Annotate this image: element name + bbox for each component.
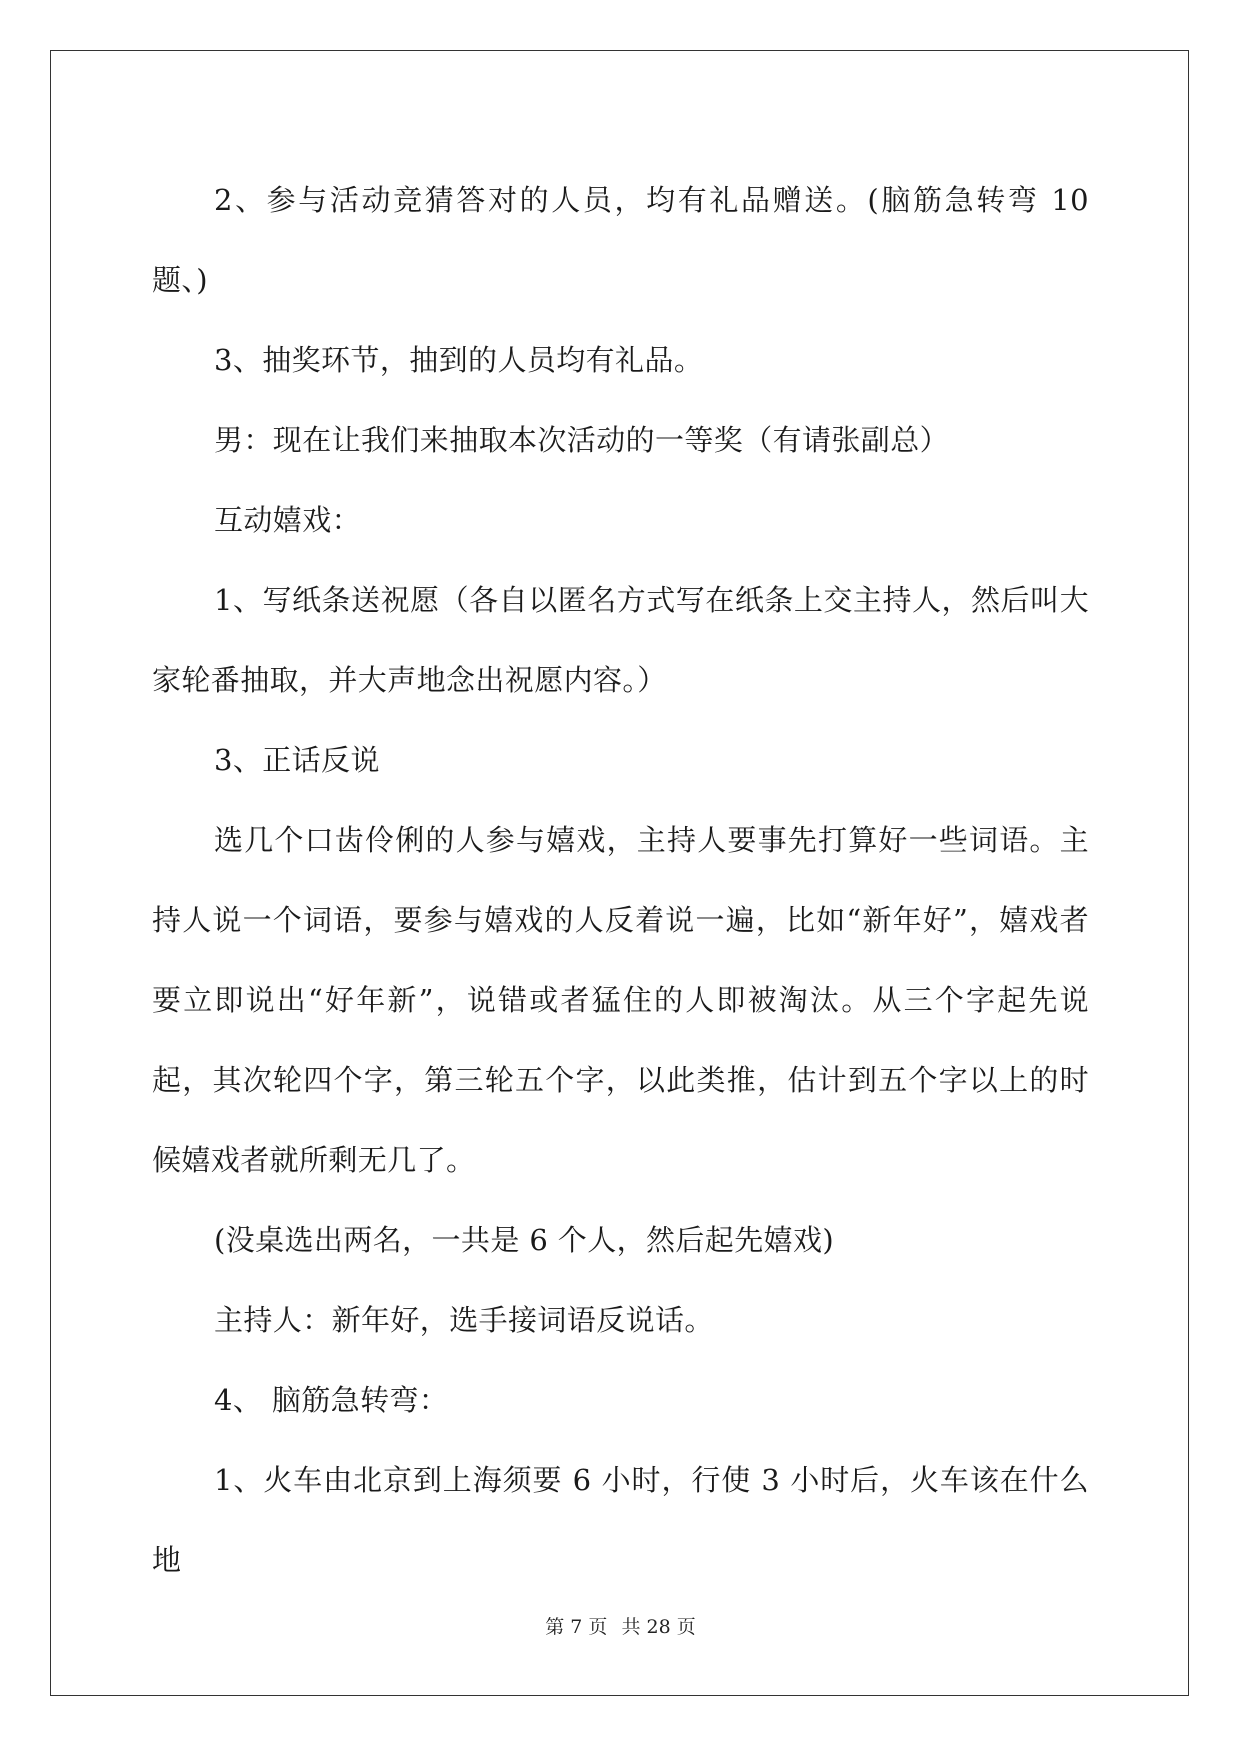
paragraph-5: 1、写纸条送祝愿（各自以匿名方式写在纸条上交主持人，然后叫大家轮番抽取，并大声地念出祝愿内容。）	[152, 583, 1089, 697]
paragraph-6: 3、正话反说	[214, 743, 380, 777]
page-number: 第 7 页	[545, 1616, 608, 1638]
paragraph-3: 男：现在让我们来抽取本次活动的一等奖（有请张副总）	[214, 423, 950, 457]
page-footer	[0, 1612, 1241, 1639]
paragraph-4: 互动嬉戏：	[214, 503, 362, 537]
paragraph-9: 主持人：新年好，选手接词语反说话。	[214, 1303, 714, 1337]
page-total: 共 28 页	[621, 1616, 696, 1638]
paragraph-7: 选几个口齿伶俐的人参与嬉戏，主持人要事先打算好一些词语。主持人说一个词语，要参与嬉戏的人反着说一遍，比如“新年好”，嬉戏者要立即说出“好年新”，说错或者猛住的人即被淘汰。从三个字起先说起，其次轮四个字，第三轮五个字，以此类推，估计到五个字以上的时候嬉戏者就所剩无几了。	[152, 823, 1089, 1177]
paragraph-2: 3、抽奖环节，抽到的人员均有礼品。	[214, 343, 704, 377]
paragraph-8: (没桌选出两名，一共是 6 个人，然后起先嬉戏)	[214, 1223, 835, 1257]
paragraph-10: 4、 脑筋急转弯：	[214, 1383, 449, 1417]
document-body	[152, 160, 1089, 1600]
paragraph-1: 2、参与活动竞猜答对的人员，均有礼品赠送。(脑筋急转弯 10 题、)	[152, 183, 1089, 297]
paragraph-11: 1、火车由北京到上海须要 6 小时，行使 3 小时后，火车该在什么地	[152, 1463, 1089, 1577]
